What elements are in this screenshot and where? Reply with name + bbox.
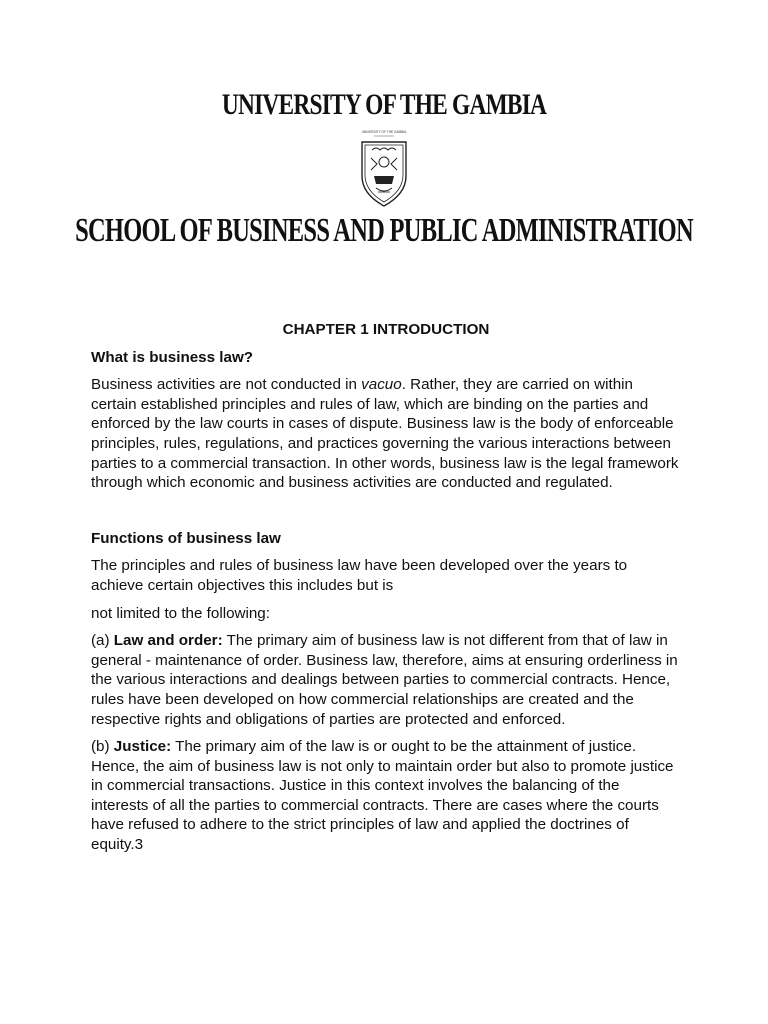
document-body xyxy=(91,320,681,863)
chapter-title: CHAPTER 1 INTRODUCTION xyxy=(282,321,490,338)
latin-term: vacuo xyxy=(361,376,402,394)
university-title: UNIVERSITY OF THE GAMBIA xyxy=(221,88,547,121)
list-item-label: Law and order: xyxy=(113,632,223,650)
spacer xyxy=(91,501,681,529)
paragraph-definition: Business activities are not conducted in vacuo. Rather, they are carried on within certain established principles and rules of law, which are binding on the parties and enforced by the law courts in cases of dispute. Business law is the body of enforceable principles, rules, regulations, and practices governing the various interactions between parties to a commercial transaction. In other words, business law is the legal framework through which economic and business activities are conducted and regulated. xyxy=(91,376,679,492)
section-heading-functions: Functions of business law xyxy=(91,529,281,547)
school-title: SCHOOL OF BUSINESS AND PUBLIC ADMINISTRATION xyxy=(75,212,693,249)
list-item-label: Justice: xyxy=(113,738,172,756)
paragraph-functions-intro-continued: not limited to the following: xyxy=(91,604,270,622)
list-item-law-and-order: (a) Law and order: The primary aim of business law is not different from that of law in general - maintenance of order. Business law, therefore, aims at ensuring orderliness in the various interactions and dealings between parties to commercial contracts. Hence, rules have been developed on how commercial relationships are created and the respective rights and obligations of parties are protected and enforced. xyxy=(91,632,678,728)
section-heading-what-is-business-law: What is business law? xyxy=(91,348,254,366)
paragraph-functions-intro: The principles and rules of business law have been developed over the years to achieve certain objectives this includes but is xyxy=(91,557,628,594)
university-crest-icon xyxy=(354,128,414,210)
crest-caption: UNIVERSITY OF THE GAMBIA xyxy=(361,130,407,134)
list-item-justice: (b) Justice: The primary aim of the law is or ought to be the attainment of justice. Hence, the aim of business law is not only to maintain order but also to promote justice in commercial transactions. Justice in this context involves the balancing of the interests of all the parties to commercial contracts. There are cases where the courts have refused to adhere to the strict principles of law and applied the doctrines of equity.3 xyxy=(91,738,674,854)
